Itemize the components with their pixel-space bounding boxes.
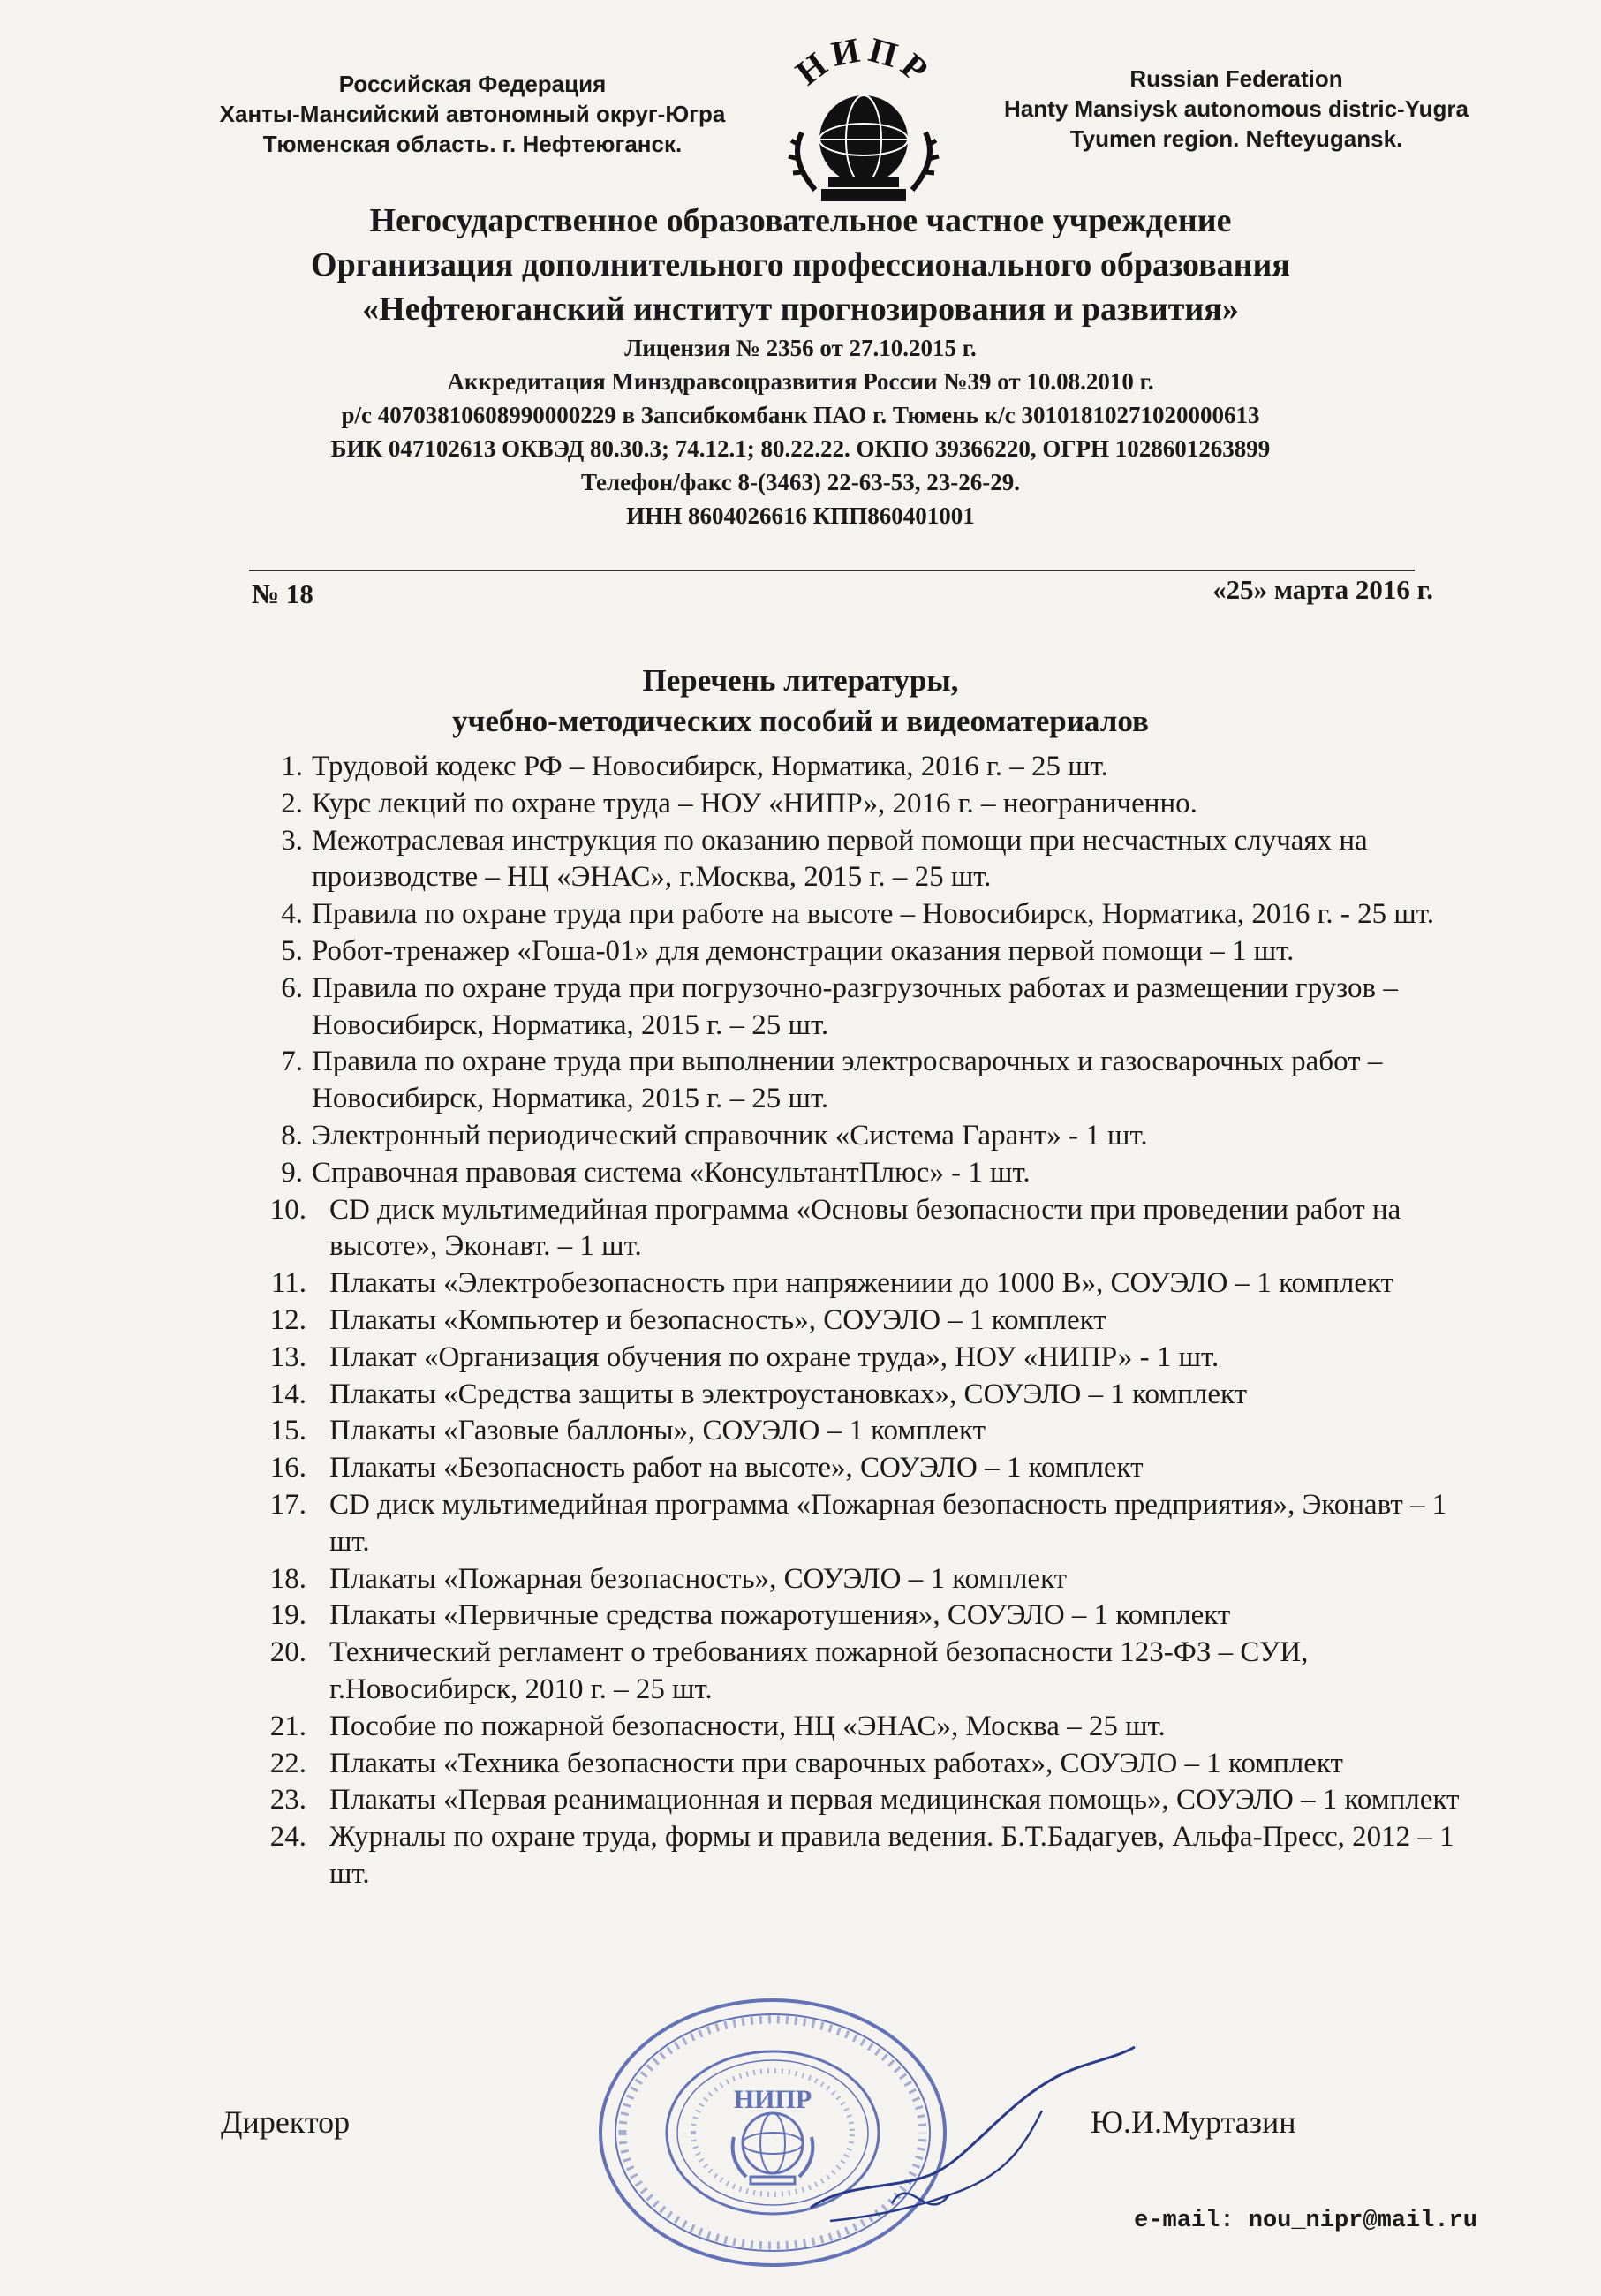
list-item [252, 1377, 1488, 1414]
title-line: учебно-методических пособий и видеоматериалов [452, 704, 1149, 738]
list-item [252, 749, 1488, 786]
item-text: Плакаты «Техника безопасности при сварочных работах», СОУЭЛО – 1 комплект [329, 1747, 1343, 1779]
document-number: № 18 [252, 578, 313, 609]
header-left-line: Российская Федерация [338, 71, 607, 97]
handwritten-signature [795, 2040, 1148, 2243]
org-category: Организация дополнительного профессионального образования [311, 246, 1290, 283]
document-title [132, 661, 1469, 742]
header-left-line: Тюменская область. г. Нефтеюганск. [262, 131, 683, 157]
item-number: 19. [269, 1599, 306, 1632]
header-right-line: Tyumen region. Nefteyugansk. [1069, 125, 1403, 152]
document-date: «25» марта 2016 г. [1212, 574, 1433, 605]
org-type: Негосударственное образовательное частное учреждение [369, 202, 1232, 239]
item-text: Плакаты «Первичные средства пожаротушения», СОУЭЛО – 1 комплект [329, 1599, 1231, 1632]
item-text: Технический регламент о требованиях пожарной безопасности 123-ФЗ – СУИ, г.Новосибирск, 2010 г. – 25 шт. [329, 1636, 1309, 1705]
item-number: 18. [269, 1562, 306, 1595]
list-item [252, 1118, 1488, 1155]
list-item [252, 823, 1488, 897]
item-text: Справочная правовая система «КонсультантПлюс» - 1 шт. [312, 1156, 1031, 1189]
stamp-text: НИПР [733, 2085, 812, 2114]
list-item [252, 1597, 1488, 1635]
org-bank: р/с 40703810608990000229 в Запсибкомбанк ПАО г. Тюмень к/с 30101810271020000613 [341, 402, 1260, 428]
header-right [989, 64, 1484, 154]
item-number: 22. [269, 1747, 306, 1779]
item-text: Пособие по пожарной безопасности, НЦ «ЭНАС», Москва – 25 шт. [329, 1710, 1166, 1742]
item-text: Плакаты «Средства защиты в электроустановках», СОУЭЛО – 1 комплект [329, 1378, 1248, 1410]
item-number: 24. [269, 1821, 306, 1854]
org-license: Лицензия № 2356 от 27.10.2015 г. [624, 335, 977, 361]
item-text: Плакаты «Безопасность работ на высоте», СОУЭЛО – 1 комплект [329, 1452, 1144, 1484]
item-text: Правила по охране труда при работе на высоте – Новосибирск, Норматика, 2016 г. - 25 шт. [312, 898, 1434, 931]
list-item [252, 1192, 1488, 1266]
item-number: 21. [269, 1710, 306, 1742]
list-item [252, 1819, 1488, 1893]
list-item [252, 933, 1488, 971]
item-number: 14. [269, 1378, 306, 1410]
list-item [252, 786, 1488, 823]
item-text: Плакат «Организация обучения по охране труда», НОУ «НИПР» - 1 шт. [329, 1341, 1220, 1373]
item-text: Трудовой кодекс РФ – Новосибирск, Норматика, 2016 г. – 25 шт. [312, 751, 1108, 782]
list-item [252, 1044, 1488, 1118]
item-number: 15. [269, 1415, 306, 1447]
item-number: 9. [281, 1156, 303, 1189]
item-number: 23. [269, 1784, 306, 1816]
list-item [252, 1265, 1488, 1303]
org-codes: БИК 047102613 ОКВЭД 80.30.3; 74.12.1; 80.22.22. ОКПО 39366220, ОГРН 1028601263899 [330, 435, 1271, 462]
organization-block [132, 199, 1469, 532]
item-text: Межотраслевая инструкция по оказанию первой помощи при несчастных случаях на производстве – НЦ «ЭНАС», г.Москва, 2015 г. – 25 шт. [312, 824, 1368, 894]
list-item [252, 1303, 1488, 1340]
org-phone: Телефон/факс 8-(3463) 22-63-53, 23-26-29. [581, 469, 1020, 495]
list-item [252, 1340, 1488, 1377]
item-text: Электронный периодический справочник «Система Гарант» - 1 шт. [312, 1119, 1148, 1152]
contact-email: e-mail: nou_nipr@mail.ru [1134, 2208, 1477, 2234]
logo-text: НИПР [788, 35, 940, 94]
title-line: Перечень литературы, [642, 663, 959, 698]
list-item [252, 1746, 1488, 1783]
list-item [252, 1450, 1488, 1487]
item-text: Плакаты «Газовые баллоны», СОУЭЛО – 1 комплект [329, 1415, 986, 1447]
item-text: CD диск мультимедийная программа «Пожарная безопасность предприятия», Эконавт – 1 шт. [329, 1488, 1447, 1558]
org-inn: ИНН 8604026616 КПП860401001 [626, 502, 975, 529]
item-number: 17. [269, 1488, 306, 1521]
header-left-line: Ханты-Мансийский автономный округ-Югра [219, 101, 726, 127]
item-number: 1. [281, 751, 303, 782]
list-item [252, 1782, 1488, 1819]
item-text: Правила по охране труда при выполнении электросварочных и газосварочных работ – Новосибирск, Норматика, 2015 г. – 25 шт. [312, 1046, 1383, 1115]
item-text: Журналы по охране труда, формы и правила ведения. Б.Т.Бадагуев, Альфа-Пресс, 2012 – 1 шт. [329, 1821, 1454, 1890]
item-text: Плакаты «Компьютер и безопасность», СОУЭЛО – 1 комплект [329, 1303, 1106, 1336]
institute-logo [767, 35, 961, 212]
list-item [252, 1155, 1488, 1192]
item-text: Плакаты «Первая реанимационная и первая медицинская помощь», СОУЭЛО – 1 комплект [329, 1784, 1460, 1816]
item-number: 10. [269, 1193, 306, 1226]
item-number: 4. [281, 898, 303, 931]
item-text: Плакаты «Пожарная безопасность», СОУЭЛО – 1 комплект [329, 1562, 1068, 1595]
header-right-line: Russian Federation [1129, 65, 1343, 92]
list-item [252, 896, 1488, 933]
org-name: «Нефтеюганский институт прогнозирования и развития» [362, 291, 1239, 328]
item-number: 8. [281, 1119, 303, 1152]
list-item [252, 1413, 1488, 1450]
item-text: CD диск мультимедийная программа «Основы безопасности при проведении работ на высоте», Эконавт. – 1 шт. [329, 1193, 1401, 1263]
item-number: 13. [269, 1341, 306, 1373]
item-number: 3. [281, 824, 303, 857]
header-right-line: Hanty Mansiysk autonomous distric-Yugra [1004, 95, 1469, 122]
svg-text:НИПР [789, 35, 940, 93]
item-text: Курс лекций по охране труда – НОУ «НИПР», 2016 г. – неограниченно. [312, 787, 1197, 819]
item-number: 7. [281, 1046, 303, 1078]
item-number: 2. [281, 787, 303, 819]
item-number: 20. [269, 1636, 306, 1669]
list-item [252, 971, 1488, 1045]
item-text: Плакаты «Электробезопасность при напряжениии до 1000 В», СОУЭЛО – 1 комплект [329, 1267, 1394, 1300]
item-number: 6. [281, 971, 303, 1004]
list-item [252, 1487, 1488, 1561]
item-number: 5. [281, 934, 303, 967]
org-accreditation: Аккредитация Минздравсоцразвития России №39 от 10.08.2010 г. [447, 368, 1154, 395]
item-text: Робот-тренажер «Гоша-01» для демонстрации оказания первой помощи – 1 шт. [312, 934, 1295, 967]
list-item [252, 1561, 1488, 1598]
signer-name: Ю.И.Муртазин [1091, 2104, 1296, 2140]
signer-position: Директор [221, 2104, 351, 2140]
header-left [177, 69, 768, 159]
item-number: 16. [269, 1452, 306, 1484]
item-number: 12. [269, 1303, 306, 1336]
item-number: 11. [270, 1267, 306, 1300]
literature-list [252, 749, 1488, 1893]
list-item [252, 1635, 1488, 1709]
list-item [252, 1709, 1488, 1746]
item-text: Правила по охране труда при погрузочно-разгрузочных работах и размещении грузов – Новосибирск, Норматика, 2015 г. – 25 шт. [312, 971, 1398, 1041]
header-divider [249, 570, 1415, 571]
